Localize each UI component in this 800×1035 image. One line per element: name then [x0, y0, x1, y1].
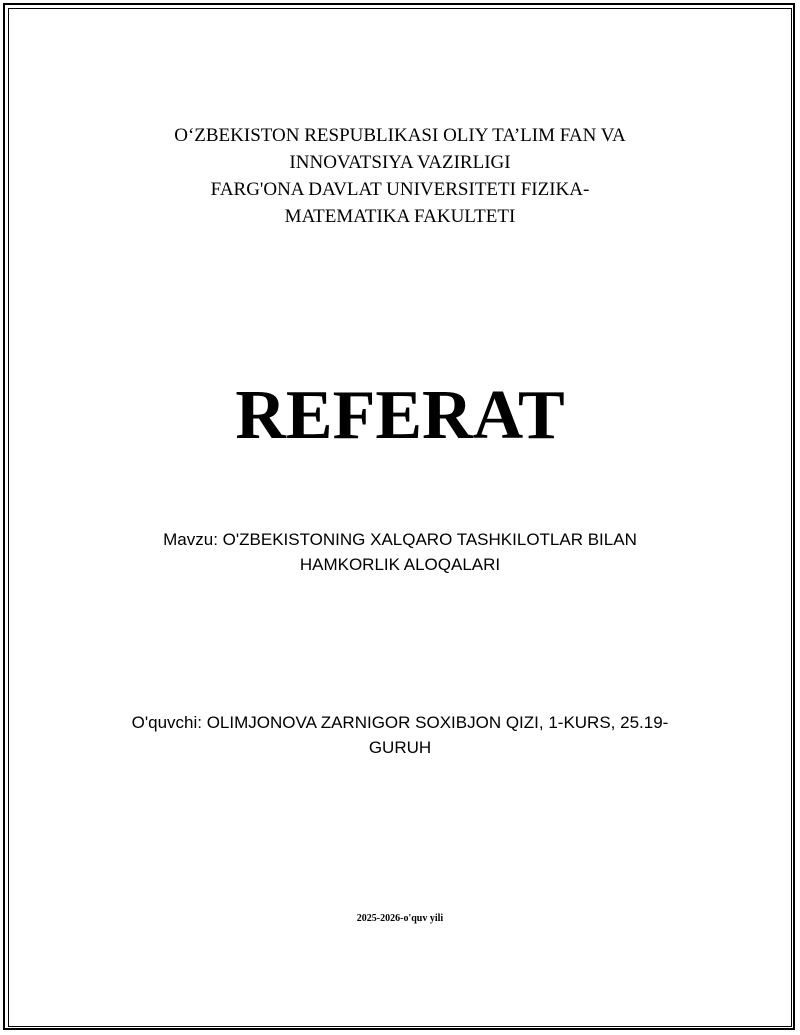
ministry-university-header: [0, 122, 800, 230]
topic-line-1: Mavzu: O'ZBEKISTONING XALQARO TASHKILOTLAR BILAN: [163, 530, 637, 549]
header-line-4: MATEMATIKA FAKULTETI: [284, 206, 516, 227]
header-line-2: INNOVATSIYA VAZIRLIGI: [289, 152, 511, 173]
academic-year: 2025-2026-o'quv yili: [356, 913, 444, 924]
topic-block: [0, 527, 800, 577]
student-line-2: GURUH: [368, 738, 432, 757]
header-line-3: FARG'ONA DAVLAT UNIVERSITETI FIZIKA-: [210, 179, 590, 200]
document-title: REFERAT: [235, 377, 565, 454]
topic-line-2: HAMKORLIK ALOQALARI: [299, 555, 501, 574]
header-line-1: O‘ZBEKISTON RESPUBLIKASI OLIY TA’LIM FAN VA: [174, 125, 626, 146]
student-line-1: O'quvchi: OLIMJONOVA ZARNIGOR SOXIBJON QIZI, 1-KURS, 25.19-: [131, 713, 669, 732]
student-block: [0, 710, 800, 760]
